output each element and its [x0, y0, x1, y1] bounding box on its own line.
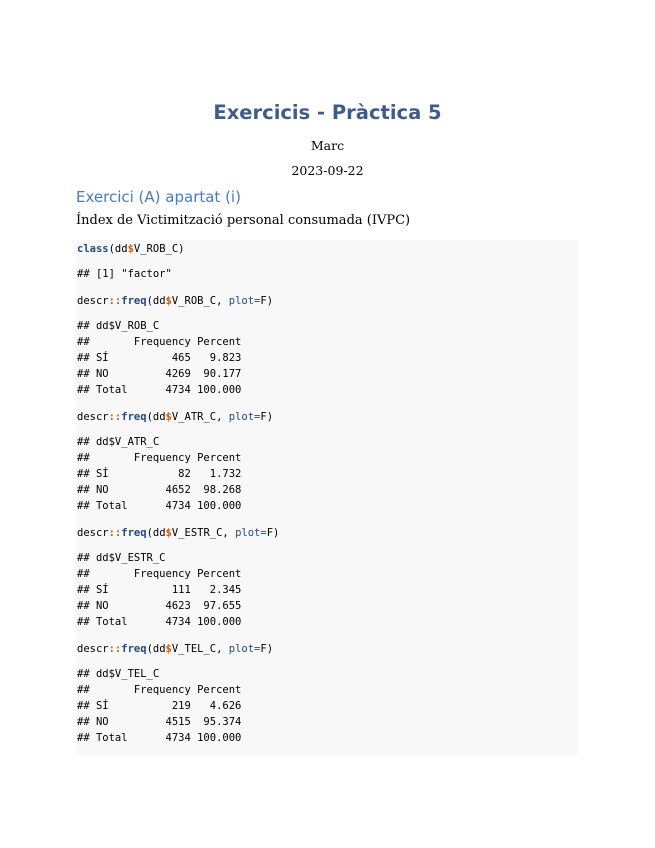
code-text: (dd [108, 243, 128, 255]
code-output-area [76, 240, 578, 755]
document-author: Marc [310, 138, 345, 153]
code-text: F) [260, 411, 274, 423]
code-text: V_ATR_C, [171, 411, 229, 423]
code-output-freq-tel: ## dd$V_TEL_C ## Frequency Percent ## SÍ 219 4.626 ## NO 4515 95.374 ## Total 4734 100.000 [77, 668, 242, 744]
code-chunk-class[interactable] [76, 240, 578, 266]
code-operator: $ [165, 527, 172, 539]
code-operator: $ [165, 295, 172, 307]
code-text: (dd [146, 643, 166, 655]
code-text: (dd [146, 411, 166, 423]
document-date: 2023-09-22 [291, 163, 364, 178]
code-function: freq [121, 643, 147, 655]
code-function: class [77, 243, 109, 255]
code-text: V_ROB_C) [133, 243, 185, 255]
code-text: V_ESTR_C, [171, 527, 236, 539]
code-output-class: ## [1] "factor" [77, 268, 172, 280]
code-text: (dd [146, 295, 166, 307]
code-output-freq-rob: ## dd$V_ROB_C ## Frequency Percent ## SÍ 465 9.823 ## NO 4269 90.177 ## Total 4734 100.000 [77, 320, 242, 396]
code-chunk-freq-estr[interactable] [76, 524, 578, 550]
code-output-freq-atr: ## dd$V_ATR_C ## Frequency Percent ## SÍ 82 1.732 ## NO 4652 98.268 ## Total 4734 100.000 [77, 436, 242, 512]
code-output-freq-estr: ## dd$V_ESTR_C ## Frequency Percent ## SÍ 111 2.345 ## NO 4623 97.655 ## Total 4734 100.000 [77, 552, 242, 628]
code-text: (dd [146, 527, 166, 539]
code-operator: $ [165, 643, 172, 655]
code-operator: $ [127, 243, 134, 255]
code-operator: :: [108, 295, 122, 307]
code-package: descr [77, 643, 109, 655]
section-heading: Exercici (A) apartat (i) [76, 188, 241, 206]
code-chunk-freq-atr[interactable] [76, 408, 578, 434]
code-function: freq [121, 527, 147, 539]
code-function: freq [121, 411, 147, 423]
code-argument: plot= [228, 411, 261, 423]
code-argument: plot= [228, 295, 261, 307]
code-argument: plot= [235, 527, 267, 539]
code-operator: :: [108, 643, 122, 655]
code-chunk-freq-rob[interactable] [76, 292, 578, 318]
code-function: freq [121, 295, 147, 307]
code-chunk-freq-tel[interactable] [76, 640, 578, 666]
code-operator: :: [108, 527, 122, 539]
code-text: F) [260, 643, 274, 655]
code-argument: plot= [228, 643, 261, 655]
code-package: descr [77, 295, 109, 307]
code-package: descr [77, 527, 109, 539]
code-operator: $ [165, 411, 172, 423]
code-text: F) [260, 295, 274, 307]
code-text: V_TEL_C, [171, 643, 229, 655]
code-package: descr [77, 411, 109, 423]
code-operator: :: [108, 411, 122, 423]
code-text: V_ROB_C, [171, 295, 229, 307]
code-text: F) [266, 527, 280, 539]
document-title: Exercicis - Pràctica 5 [213, 101, 442, 124]
section-intro: Índex de Victimització personal consumada (IVPC) [76, 213, 411, 228]
